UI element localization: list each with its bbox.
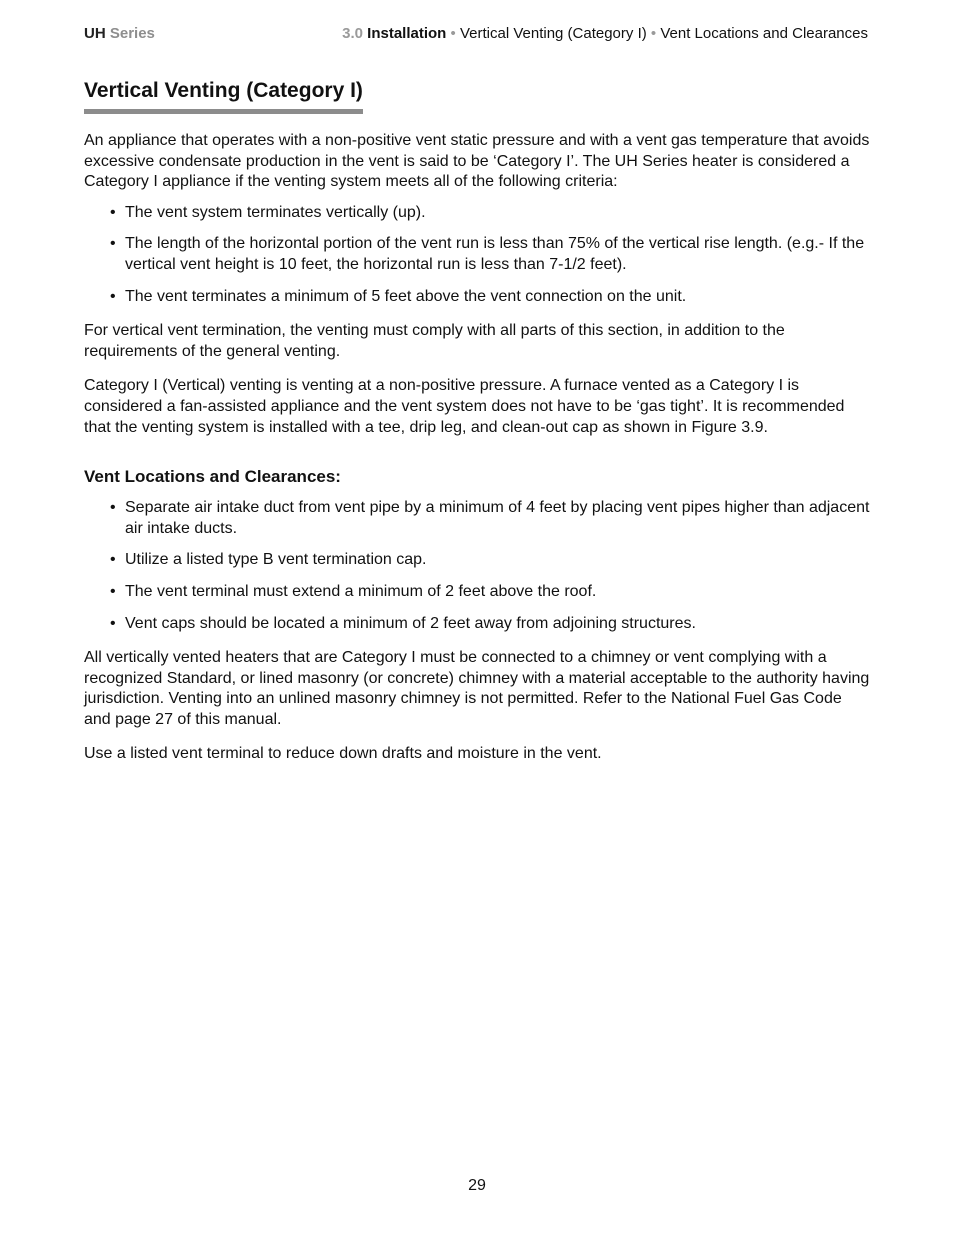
bullet-icon: • [110, 235, 116, 253]
breadcrumb-separator: • [450, 25, 456, 42]
bullet-icon: • [110, 499, 116, 517]
page-content [84, 77, 870, 765]
breadcrumb-separator: • [650, 25, 657, 42]
list-item [84, 498, 870, 539]
list-item-text: The length of the horizontal portion of the vent run is less than 75% of the vertical rise length. (e.g.- If the vertical vent height is 10 feet, the horizontal run is less than 7-1/2 feet). [125, 235, 865, 273]
list-item-text: Vent caps should be located a minimum of 2 feet away from adjoining structures. [125, 614, 696, 632]
breadcrumb-item-vent-locations: Vent Locations and Clearances [660, 25, 868, 42]
list-item [84, 582, 870, 603]
list-item-text: The vent terminal must extend a minimum of 2 feet above the roof. [125, 582, 597, 600]
bullet-icon: • [110, 582, 116, 600]
breadcrumb-section-number: 3.0 [342, 25, 363, 42]
series-word: Series [109, 25, 155, 42]
section-title: Vertical Venting (Category I) [84, 77, 363, 114]
list-item [84, 234, 870, 275]
bullet-icon: • [110, 203, 116, 221]
list-item [84, 614, 870, 635]
list-item [84, 287, 870, 308]
bullet-icon: • [110, 287, 116, 305]
clearances-heading: Vent Locations and Clearances: [84, 467, 341, 487]
list-item-text: The vent terminates a minimum of 5 feet above the vent connection on the unit. [125, 287, 687, 305]
series-label [84, 24, 155, 44]
category-paragraph: Category I (Vertical) venting is venting at a non-positive pressure. A furnace vented as a Category I is considered a fan-assisted appliance and the vent system does not have to be ‘gas tight’. It is recommended that the venting system is installed with a tee, drip leg, and clean-out cap as shown in Figure 3.9. [84, 377, 845, 436]
breadcrumb [342, 24, 868, 44]
list-item-text: Separate air intake duct from vent pipe by a minimum of 4 feet by placing vent pipes higher than adjacent air intake ducts. [125, 499, 870, 537]
list-item-text: Utilize a listed type B vent termination cap. [125, 551, 427, 569]
page-header [84, 24, 868, 44]
list-item [84, 550, 870, 571]
vent-terminal-paragraph: Use a listed vent terminal to reduce down drafts and moisture in the vent. [84, 745, 602, 763]
series-prefix: UH [84, 25, 106, 42]
clearances-list [84, 498, 870, 634]
bullet-icon: • [110, 551, 116, 569]
list-item [84, 203, 870, 224]
intro-paragraph: An appliance that operates with a non-positive vent static pressure and with a vent gas temperature that avoids excessive condensate production in the vent is said to be ‘Category I’. The UH Series heater is considered a Category I appliance if the venting system meets all of the following criteria: [84, 132, 870, 191]
breadcrumb-section-name: Installation [367, 25, 447, 42]
list-item-text: The vent system terminates vertically (up). [125, 203, 426, 221]
termination-paragraph: For vertical vent termination, the venting must comply with all parts of this section, in addition to the requirements of the general venting. [84, 322, 785, 360]
bullet-icon: • [110, 614, 116, 632]
criteria-list [84, 203, 870, 307]
breadcrumb-item-vertical-venting: Vertical Venting (Category I) [459, 25, 647, 42]
chimney-paragraph: All vertically vented heaters that are Category I must be connected to a chimney or vent complying with a recognized Standard, or lined masonry (or concrete) chimney with a material acceptable to the authority having jurisdiction. Venting into an unlined masonry chimney is not permitted. Refer to the National Fuel Gas Code and page 27 of this manual. [84, 649, 870, 728]
page-number: 29 [468, 1177, 486, 1194]
